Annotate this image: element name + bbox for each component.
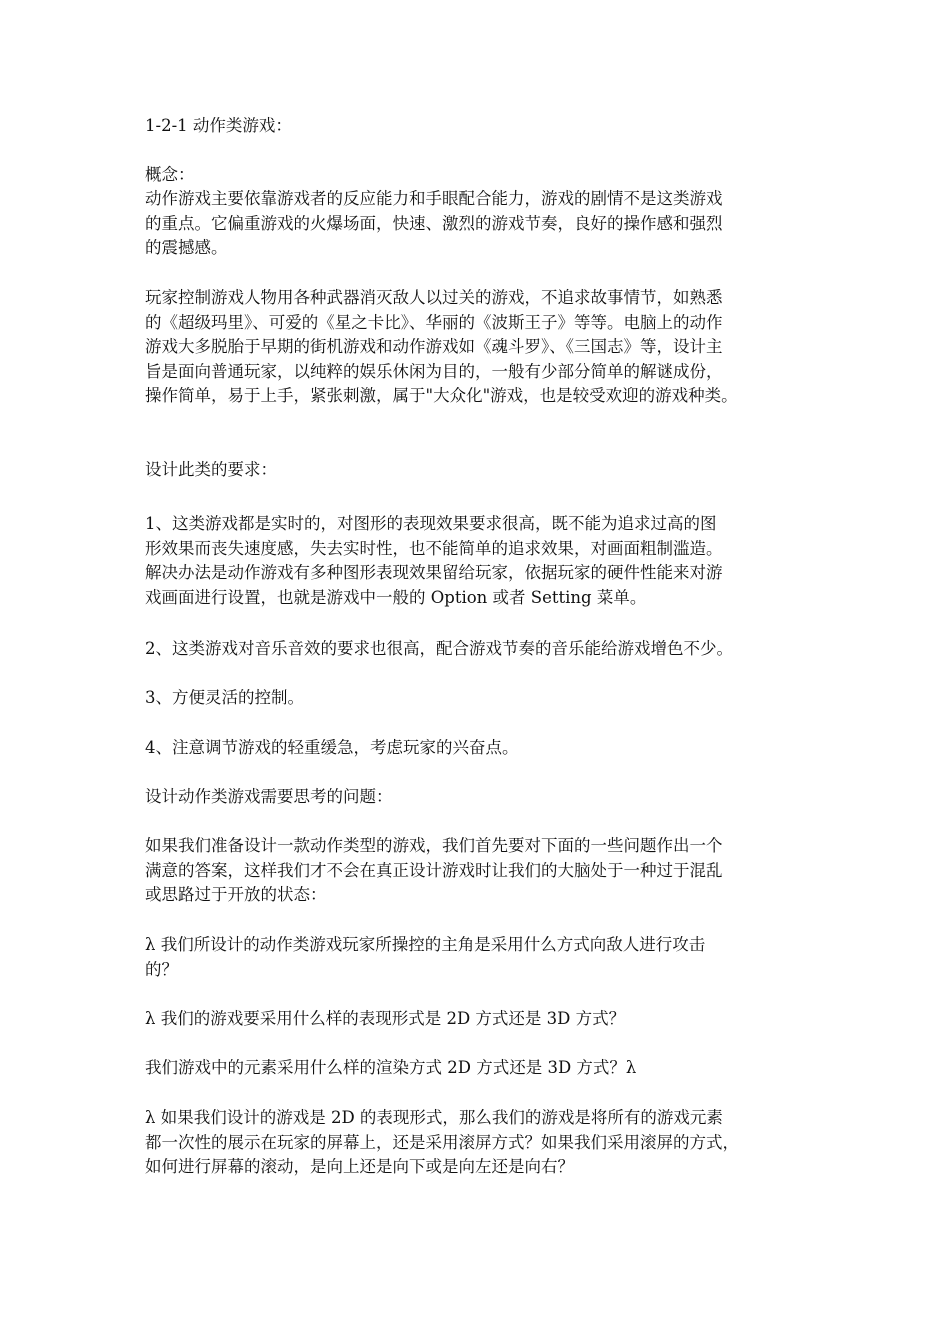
requirement-4: 4、注意调节游戏的轻重缓急，考虑玩家的兴奋点。: [145, 738, 519, 757]
section-heading: 1-2-1 动作类游戏：: [145, 116, 292, 135]
paragraph-line: 或思路过于开放的状态：: [145, 885, 327, 904]
paragraph-line: 动作游戏主要依靠游戏者的反应能力和手眼配合能力，游戏的剧情不是这类游戏: [145, 189, 723, 208]
player-paragraph: [145, 286, 815, 409]
question-2: λ 我们的游戏要采用什么样的表现形式是 2D 方式还是 3D 方式？: [145, 1009, 626, 1028]
paragraph-line: 满意的答案，这样我们才不会在真正设计游戏时让我们的大脑处于一种过于混乱: [145, 860, 723, 880]
paragraph-line: 的重点。它偏重游戏的火爆场面，快速、激烈的游戏节奏，良好的操作感和强烈: [145, 213, 723, 233]
paragraph-line: 如何进行屏幕的滚动，是向上还是向下或是向左还是向右？: [145, 1157, 574, 1176]
concept-label: 概念：: [145, 165, 195, 184]
paragraph-line: 都一次性的展示在玩家的屏幕上，还是采用滚屏方式？如果我们采用滚屏的方式，: [145, 1132, 739, 1152]
paragraph-line: 解决办法是动作游戏有多种图形表现效果留给玩家，依据玩家的硬件性能来对游: [145, 563, 723, 582]
paragraph-line: λ 我们所设计的动作类游戏玩家所操控的主角是采用什么方式向敌人进行攻击: [145, 935, 706, 954]
paragraph-line: λ 如果我们设计的游戏是 2D 的表现形式，那么我们的游戏是将所有的游戏元素: [145, 1108, 723, 1127]
paragraph-line: 的震撼感。: [145, 238, 228, 257]
paragraph-line: 戏画面进行设置，也就是游戏中一般的 Option 或者 Setting 菜单。: [145, 587, 647, 607]
paragraph-line: 玩家控制游戏人物用各种武器消灭敌人以过关的游戏，不追求故事情节，如熟悉: [145, 288, 723, 307]
intro-paragraph: [145, 834, 815, 908]
paragraph-line: 旨是面向普通玩家，以纯粹的娱乐休闲为目的，一般有少部分简单的解谜成份，: [145, 361, 723, 381]
paragraph-line: 如果我们准备设计一款动作类型的游戏，我们首先要对下面的一些问题作出一个: [145, 836, 723, 855]
paragraph-line: 的《超级玛里》、可爱的《星之卡比》、华丽的《波斯王子》等等。电脑上的动作: [145, 312, 723, 332]
question-4: [145, 1106, 815, 1180]
requirement-3: 3、方便灵活的控制。: [145, 688, 304, 707]
questions-label: 设计动作类游戏需要思考的问题：: [145, 787, 393, 806]
question-1: [145, 933, 815, 982]
requirement-1: [145, 512, 815, 610]
requirements-label: 设计此类的要求：: [145, 460, 277, 479]
paragraph-line: 形效果而丧失速度感，失去实时性，也不能简单的追求效果，对画面粗制滥造。: [145, 538, 723, 558]
paragraph-line: 1、这类游戏都是实时的，对图形的表现效果要求很高，既不能为追求过高的图: [145, 514, 717, 533]
paragraph-line: 操作简单，易于上手，紧张刺激，属于"大众化"游戏，也是较受欢迎的游戏种类。: [145, 386, 738, 405]
paragraph-line: 游戏大多脱胎于早期的街机游戏和动作游戏如《魂斗罗》、《三国志》等，设计主: [145, 337, 723, 356]
requirement-2: 2、这类游戏对音乐音效的要求也很高，配合游戏节奏的音乐能给游戏增色不少。: [145, 639, 733, 658]
paragraph-line: 的？: [145, 959, 178, 979]
concept-paragraph: [145, 187, 815, 261]
question-3: 我们游戏中的元素采用什么样的渲染方式 2D 方式还是 3D 方式？λ: [145, 1058, 637, 1077]
